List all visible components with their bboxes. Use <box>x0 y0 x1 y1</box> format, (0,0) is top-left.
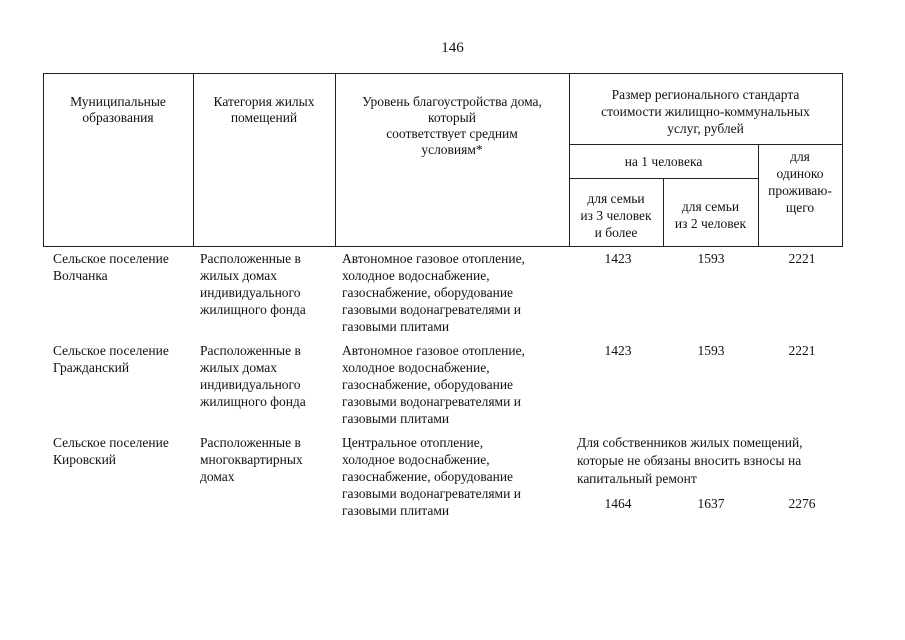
row-comfort: Центральное отопление, холодное водоснабжение, газоснабжение, оборудование газовыми водонагревателями и газовыми плитами <box>342 435 521 518</box>
header-single-resident: для одиноко проживаю- щего <box>768 149 832 215</box>
header-category: Категория жилых помещений <box>213 94 315 125</box>
header-municipality: Муниципальные образования <box>70 94 166 125</box>
row-category: Расположенные в жилых домах индивидуального жилищного фонда <box>200 251 306 317</box>
row-single-value: 2276 <box>788 496 816 511</box>
row-owners-note: Для собственников жилых помещений, которые не обязаны вносить взносы на капитальный ремонт <box>577 435 803 486</box>
row-family2-value: 1637 <box>697 496 725 511</box>
row-family2-value: 1593 <box>697 343 725 358</box>
row-municipality: Сельское поселение Кировский <box>53 435 169 467</box>
row-category: Расположенные в жилых домах индивидуального жилищного фонда <box>200 343 306 409</box>
row-family3-value: 1464 <box>604 496 632 511</box>
row-family2-value: 1593 <box>697 251 725 266</box>
header-comfort-level: Уровень благоустройства дома, который соответствует средним условиям* <box>362 94 542 157</box>
row-single-value: 2221 <box>788 251 816 266</box>
page-number: 146 <box>441 40 464 56</box>
row-municipality: Сельское поселение Волчанка <box>53 251 169 283</box>
row-comfort: Автономное газовое отопление, холодное водоснабжение, газоснабжение, оборудование газовыми водонагревателями и газовыми плитами <box>342 343 525 426</box>
row-single-value: 2221 <box>788 343 816 358</box>
row-category: Расположенные в многоквартирных домах <box>200 435 303 484</box>
header-per-person: на 1 человека <box>624 154 703 169</box>
row-family3-value: 1423 <box>604 343 632 358</box>
header-regional-standard: Размер регионального стандарта стоимости жилищно-коммунальных услуг, рублей <box>601 87 810 136</box>
header-family-3: для семьи из 3 человек и более <box>580 191 652 240</box>
row-family3-value: 1423 <box>604 251 632 266</box>
row-municipality: Сельское поселение Гражданский <box>53 343 169 375</box>
row-comfort: Автономное газовое отопление, холодное водоснабжение, газоснабжение, оборудование газовыми водонагревателями и газовыми плитами <box>342 251 525 334</box>
header-family-2: для семьи из 2 человек <box>674 199 747 231</box>
